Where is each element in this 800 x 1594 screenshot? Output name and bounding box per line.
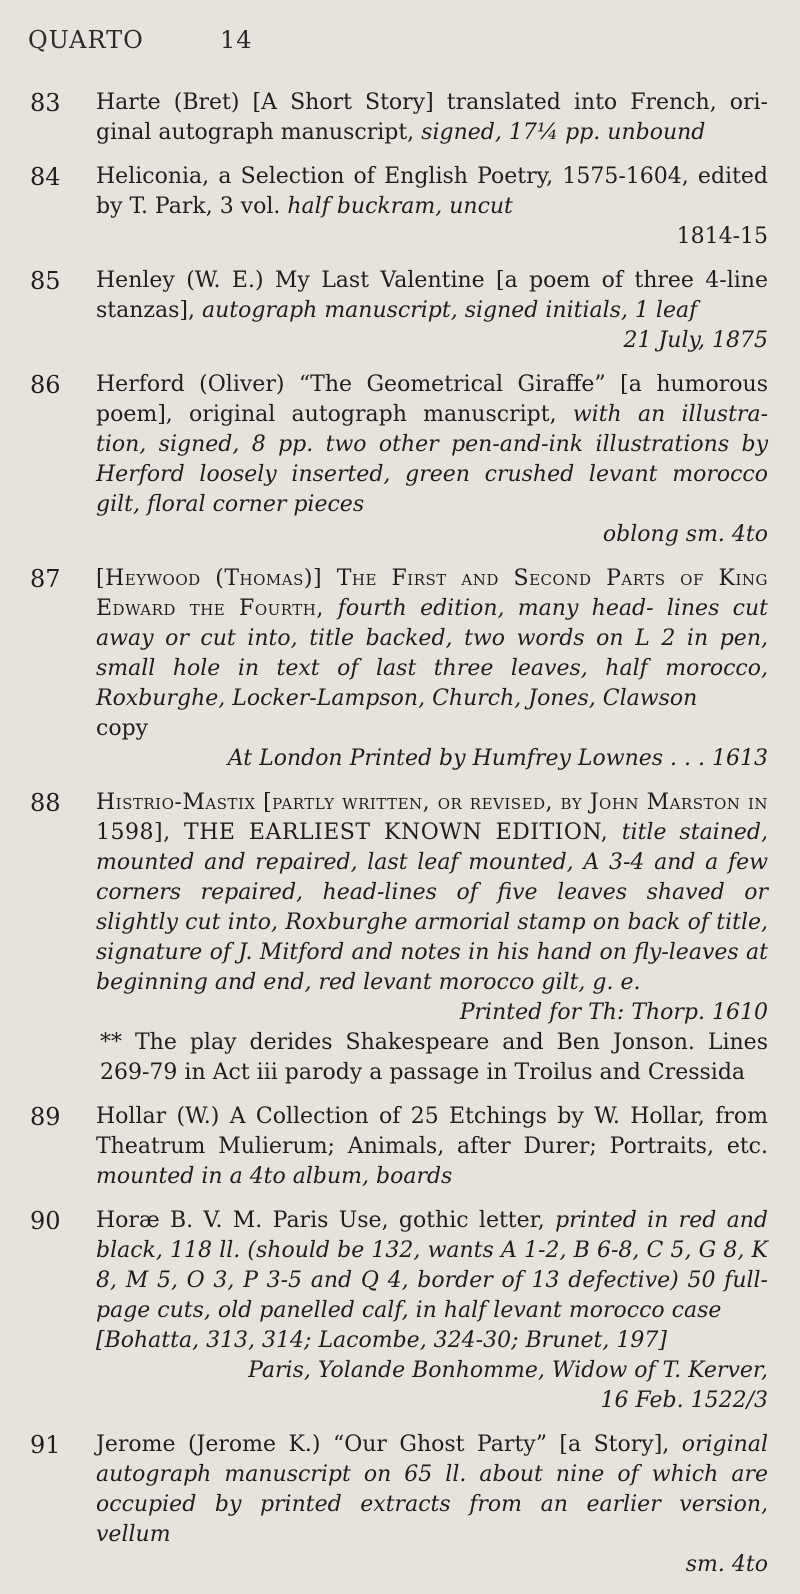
- lot-number: 85: [30, 267, 61, 295]
- lot-number: 84: [30, 163, 61, 191]
- catalogue-entry: [0, 1430, 800, 1580]
- entry-description: autograph manuscript, signed initials, 1 leaf: [201, 298, 698, 323]
- entry-date: 21 July, 1875: [623, 328, 768, 353]
- entry-title: Hollar (W.) A Collection of 25 Etchings by W. Hollar, from Theatrum Mulierum; Animals, after Durer; Portraits, etc.: [96, 1104, 768, 1159]
- entry-text: [96, 788, 768, 1088]
- lot-number: 87: [30, 565, 61, 593]
- entry-title: Heliconia, a Selection of English Poetry, 1575-1604, edited by T. Park, 3 vol.: [96, 164, 768, 219]
- entry-title: Histrio-Mastix [partly written, or revised, by John Marston in 1598], THE EARLIEST KNOWN EDITION,: [96, 790, 768, 845]
- entry-title: Henley (W. E.) My Last Valentine [a poem of three 4-line stanzas],: [96, 268, 768, 323]
- lot-number: 88: [30, 789, 61, 817]
- entry-description: printed in red and black, 118 ll. (should be 132, wants A 1-2, B 6-8, C 5, G 8, K 8, M 5, O 3, P 3-5 and Q 4, border of 13 defective) 50 full- page cuts, old panelled calf, in half levant morocco case: [96, 1208, 768, 1323]
- entry-list: [0, 88, 800, 1594]
- entry-text: [96, 88, 768, 148]
- running-header: [28, 26, 253, 54]
- lot-number: 83: [30, 89, 61, 117]
- entry-imprint: Printed for Th: Thorp. 1610: [459, 1000, 768, 1025]
- entry-description: fourth edition, many head- lines cut away or cut into, title backed, two words on L 2 in pen, small hole in text of last three leaves, half morocco, Roxburghe, Locker-Lampson, Church, Jones, Clawson: [96, 596, 768, 711]
- catalogue-entry: [0, 564, 800, 774]
- lot-number: 86: [30, 371, 61, 399]
- entry-description: mounted in a 4to album, boards: [96, 1164, 453, 1189]
- lot-number: 91: [30, 1431, 61, 1459]
- entry-copy: copy: [96, 716, 149, 741]
- entry-text: [96, 370, 768, 550]
- entry-references: [Bohatta, 313, 314; Lacombe, 324-30; Brunet, 197]: [96, 1328, 667, 1353]
- catalogue-entry: [0, 88, 800, 148]
- entry-imprint: Paris, Yolande Bonhomme, Widow of T. Kerver,: [248, 1358, 768, 1383]
- entry-letter-type: gothic letter,: [398, 1208, 545, 1233]
- entry-title: Harte (Bret) [A Short Story] translated into French, ori- ginal autograph manuscript,: [96, 90, 768, 145]
- entry-description: with an illustra- tion, signed, 8 pp. two other pen-and-ink illustrations by Herford loosely inserted, green crushed levant morocco gilt, floral corner pieces: [96, 402, 768, 517]
- entry-text: [96, 266, 768, 356]
- entry-title: Horæ B. V. M. Paris Use,: [96, 1208, 399, 1233]
- entry-description: original autograph manuscript on 65 ll. about nine of which are occupied by printed extracts from an earlier version, vellum: [96, 1432, 768, 1547]
- entry-title: [Heywood (Thomas)] The First and Second Parts of King Edward the Fourth,: [96, 566, 768, 621]
- lot-number: 90: [30, 1207, 61, 1235]
- catalogue-entry: [0, 266, 800, 356]
- entry-text: [96, 1102, 768, 1192]
- entry-size: sm. 4to: [685, 1552, 768, 1577]
- catalogue-entry: [0, 1206, 800, 1416]
- entry-text: [96, 564, 768, 774]
- entry-description: title stained, mounted and repaired, last leaf mounted, A 3-4 and a few corners repaired, head-lines of five leaves shaved or slightly cut into, Roxburghe armorial stamp on back of title, signature of J. Mitford and notes in his hand on fly-leaves at beginning and end, red levant morocco gilt, g. e.: [96, 820, 768, 995]
- catalogue-entry: [0, 1102, 800, 1192]
- entry-text: [96, 1206, 768, 1416]
- entry-date: 16 Feb. 1522/3: [600, 1388, 768, 1413]
- page-number: 14: [220, 26, 253, 54]
- catalogue-entry: [0, 788, 800, 1088]
- entry-description: signed, 17¼ pp. unbound: [421, 120, 706, 145]
- entry-text: [96, 162, 768, 252]
- entry-title: Herford (Oliver) “The Geometrical Giraffe” [a humorous poem], original autograph manuscript,: [96, 372, 768, 427]
- catalogue-entry: [0, 370, 800, 550]
- entry-title: Jerome (Jerome K.) “Our Ghost Party” [a Story],: [96, 1432, 682, 1457]
- header-section-label: QUARTO: [28, 26, 144, 54]
- entry-imprint: At London Printed by Humfrey Lownes . . . 1613: [227, 746, 768, 771]
- catalogue-entry: [0, 162, 800, 252]
- entry-date: 1814-15: [676, 224, 768, 249]
- lot-number: 89: [30, 1103, 61, 1131]
- entry-note: ** The play derides Shakespeare and Ben Jonson. Lines 269-79 in Act iii parody a passage in Troilus and Cressida: [100, 1030, 768, 1085]
- entry-text: [96, 1430, 768, 1580]
- entry-description: half buckram, uncut: [287, 194, 513, 219]
- entry-size: oblong sm. 4to: [602, 522, 768, 547]
